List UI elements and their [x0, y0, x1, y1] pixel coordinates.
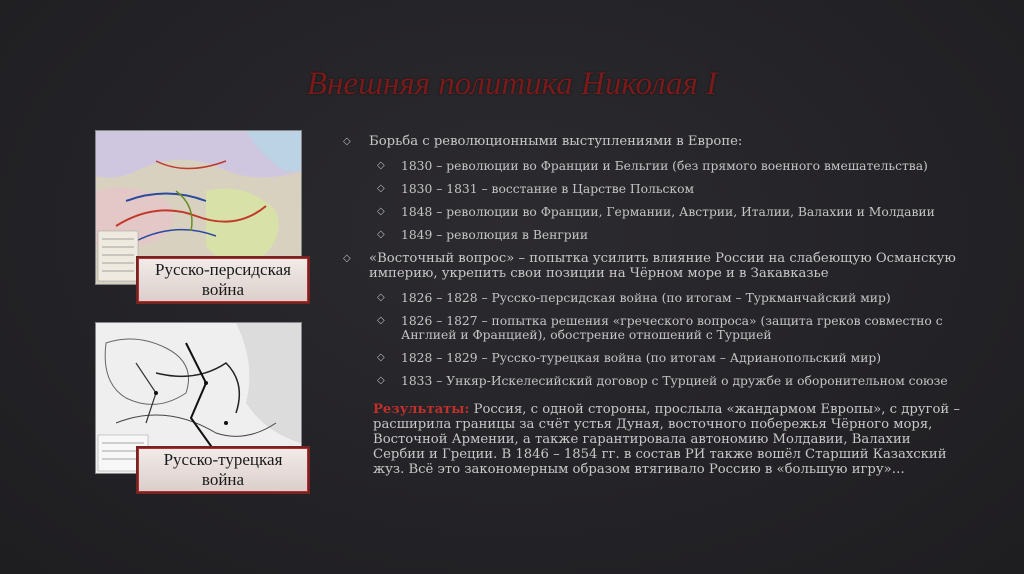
- diamond-outline-icon: ◇: [377, 315, 385, 326]
- results-paragraph: [343, 402, 963, 477]
- diamond-outline-icon: ◇: [377, 352, 385, 363]
- list-item: ◇ 1833 – Ункяр-Искелесийский договор с Турцией о дружбе и оборонительном союзе: [377, 374, 948, 388]
- caption-line: война: [201, 470, 245, 489]
- list-item: ◇ 1849 – революция в Венгрии: [377, 228, 589, 242]
- list-item: ◇ 1848 – революции во Франции, Германии, Австрии, Италии, Валахии и Молдавии: [377, 205, 935, 219]
- russo-persian-war-caption: [138, 258, 308, 302]
- diamond-outline-icon: ◇: [343, 253, 351, 264]
- list-item: ◇ 1830 – революции во Франции и Бельгии (без прямого военного вмешательства): [377, 159, 928, 173]
- diamond-outline-icon: ◇: [377, 229, 385, 240]
- diamond-outline-icon: ◇: [377, 160, 385, 171]
- caption-line: Русско-турецкая: [163, 450, 283, 469]
- list-item: ◇ 1828 – 1829 – Русско-турецкая война (по итогам – Адрианопольский мир): [377, 351, 882, 365]
- diamond-outline-icon: ◇: [343, 136, 351, 147]
- list-item: ◇ 1826 – 1828 – Русско-персидская война (по итогам – Туркманчайский мир): [377, 291, 891, 305]
- diamond-outline-icon: ◇: [377, 375, 385, 386]
- caption-line: Русско-персидская: [155, 260, 291, 279]
- list-item: ◇ 1826 – 1827 – попытка решения «греческого вопроса» (защита греков совместно с Англией и Францией), обострение отношений с Турцией: [377, 314, 943, 342]
- diamond-outline-icon: ◇: [377, 183, 385, 194]
- list-item: ◇ Борьба с революционными выступлениями в Европе:: [343, 134, 743, 149]
- russo-turkish-war-caption: [138, 448, 308, 492]
- diamond-outline-icon: ◇: [377, 206, 385, 217]
- list-item: ◇ «Восточный вопрос» – попытка усилить влияние России на слабеющую Османскую империю, укрепить свои позиции на Чёрном море и в Закавказье: [343, 251, 956, 281]
- slide-title: Внешняя политика Николая I: [306, 66, 718, 102]
- list-item: ◇ 1830 – 1831 – восстание в Царстве Польском: [377, 182, 695, 196]
- content-list: [343, 134, 963, 477]
- diamond-outline-icon: ◇: [377, 292, 385, 303]
- results-label: Результаты:: [373, 402, 470, 417]
- results-text: Россия, с одной стороны, прослыла «жандармом Европы», с другой – расширила границы за счёт устья Дуная, восточного побережья Чёрного моря, Восточной Армении, а также гарантировала автономию Молдавии, Валахии Сербии и Греции. В 1846 – 1854 гг. в состав РИ также вошёл Старший Казахский жуз. Всё это закономерным образом втягивало Россию в «большую игру»…: [373, 402, 960, 477]
- caption-line: война: [201, 280, 245, 299]
